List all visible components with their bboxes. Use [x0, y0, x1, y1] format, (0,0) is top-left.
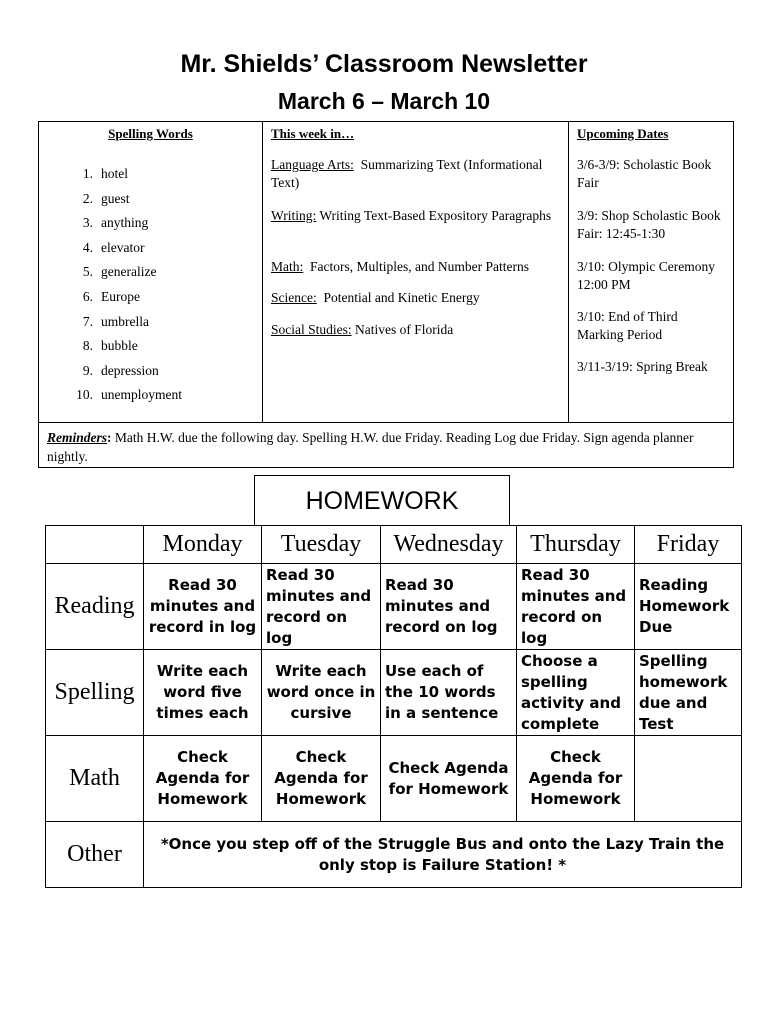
upcoming-date-item: 3/10: End of Third Marking Period	[577, 309, 678, 342]
homework-row-spelling	[46, 650, 742, 736]
spelling-item: 5. generalize	[82, 264, 157, 280]
subject-label: Reading	[46, 564, 144, 650]
homework-cell: Write each word five times each	[144, 650, 262, 736]
spelling-item: 1. hotel	[82, 166, 128, 181]
homework-cell	[635, 736, 742, 822]
homework-cell: Use each of the 10 words in a sentence	[381, 650, 517, 736]
homework-header-row	[46, 526, 742, 564]
subject-label: Other	[46, 822, 144, 888]
spelling-item: 4. elevator	[82, 239, 145, 255]
day-header: Monday	[144, 526, 262, 564]
homework-row-math	[46, 736, 742, 822]
week-item-writing: Writing: Writing Text-Based Expository Paragraphs	[271, 208, 552, 223]
this-week-column	[263, 122, 569, 422]
spelling-heading: Spelling Words	[108, 126, 193, 141]
day-header: Wednesday	[381, 526, 517, 564]
spelling-item: 9. depression	[82, 362, 159, 378]
spelling-list	[69, 166, 182, 412]
homework-title: HOMEWORK	[254, 475, 510, 525]
week-item-science: Science: Potential and Kinetic Energy	[271, 290, 480, 305]
homework-cell: Read 30 minutes and record on log	[517, 564, 635, 650]
upcoming-dates-column	[569, 122, 733, 422]
upcoming-date-item: 3/9: Shop Scholastic Book Fair: 12:45-1:30	[577, 208, 721, 241]
homework-table	[45, 525, 742, 888]
week-item-language-arts: Language Arts: Summarizing Text (Informational Text)	[271, 157, 546, 190]
homework-cell: Check Agenda for Homework	[381, 736, 517, 822]
date-range: March 6 – March 10	[277, 88, 491, 114]
reminders-text: Math H.W. due the following day. Spelling H.W. due Friday. Reading Log due Friday. Sign agenda planner nightly.	[47, 430, 697, 464]
day-header: Thursday	[517, 526, 635, 564]
upcoming-date-item: 3/10: Olympic Ceremony 12:00 PM	[577, 259, 715, 292]
motto-cell: *Once you step off of the Struggle Bus and onto the Lazy Train the only stop is Failure Station! *	[144, 822, 742, 888]
info-box	[38, 121, 734, 468]
spelling-item: 2. guest	[82, 190, 130, 206]
homework-cell: Check Agenda for Homework	[144, 736, 262, 822]
homework-cell: Choose a spelling activity and complete	[517, 650, 635, 736]
subject-label: Spelling	[46, 650, 144, 736]
reminders: Reminders: Math H.W. due the following day. Spelling H.W. due Friday. Reading Log due Friday. Sign agenda planner nightly.	[39, 422, 733, 471]
spelling-item: 8. bubble	[82, 338, 138, 354]
corner-cell	[46, 526, 144, 564]
upcoming-date-item: 3/6-3/9: Scholastic Book Fair	[577, 157, 712, 190]
week-item-social-studies: Social Studies: Natives of Florida	[271, 322, 454, 337]
homework-cell: Check Agenda for Homework	[262, 736, 381, 822]
homework-cell: Read 30 minutes and record on log	[381, 564, 517, 650]
reminders-label: Reminders	[47, 430, 108, 445]
upcoming-dates-heading: Upcoming Dates	[577, 126, 669, 141]
homework-cell: Spelling homework due and Test	[635, 650, 742, 736]
this-week-heading: This week in…	[271, 126, 355, 141]
homework-cell: Read 30 minutes and record in log	[144, 564, 262, 650]
newsletter-title: Mr. Shields’ Classroom Newsletter	[180, 50, 588, 78]
day-header: Friday	[635, 526, 742, 564]
week-item-math: Math: Factors, Multiples, and Number Patterns	[271, 259, 529, 274]
homework-row-reading	[46, 564, 742, 650]
spelling-item: 10. unemployment	[76, 387, 182, 403]
spelling-item: 7. umbrella	[82, 313, 149, 329]
spelling-column	[39, 122, 263, 422]
homework-cell: Reading Homework Due	[635, 564, 742, 650]
homework-cell: Read 30 minutes and record on log	[262, 564, 381, 650]
day-header: Tuesday	[262, 526, 381, 564]
homework-row-other	[46, 822, 742, 888]
subject-label: Math	[46, 736, 144, 822]
homework-cell: Check Agenda for Homework	[517, 736, 635, 822]
homework-cell: Write each word once in cursive	[262, 650, 381, 736]
spelling-item: 3. anything	[82, 215, 149, 231]
spelling-item: 6. Europe	[82, 288, 140, 304]
upcoming-date-item: 3/11-3/19: Spring Break	[577, 359, 708, 374]
